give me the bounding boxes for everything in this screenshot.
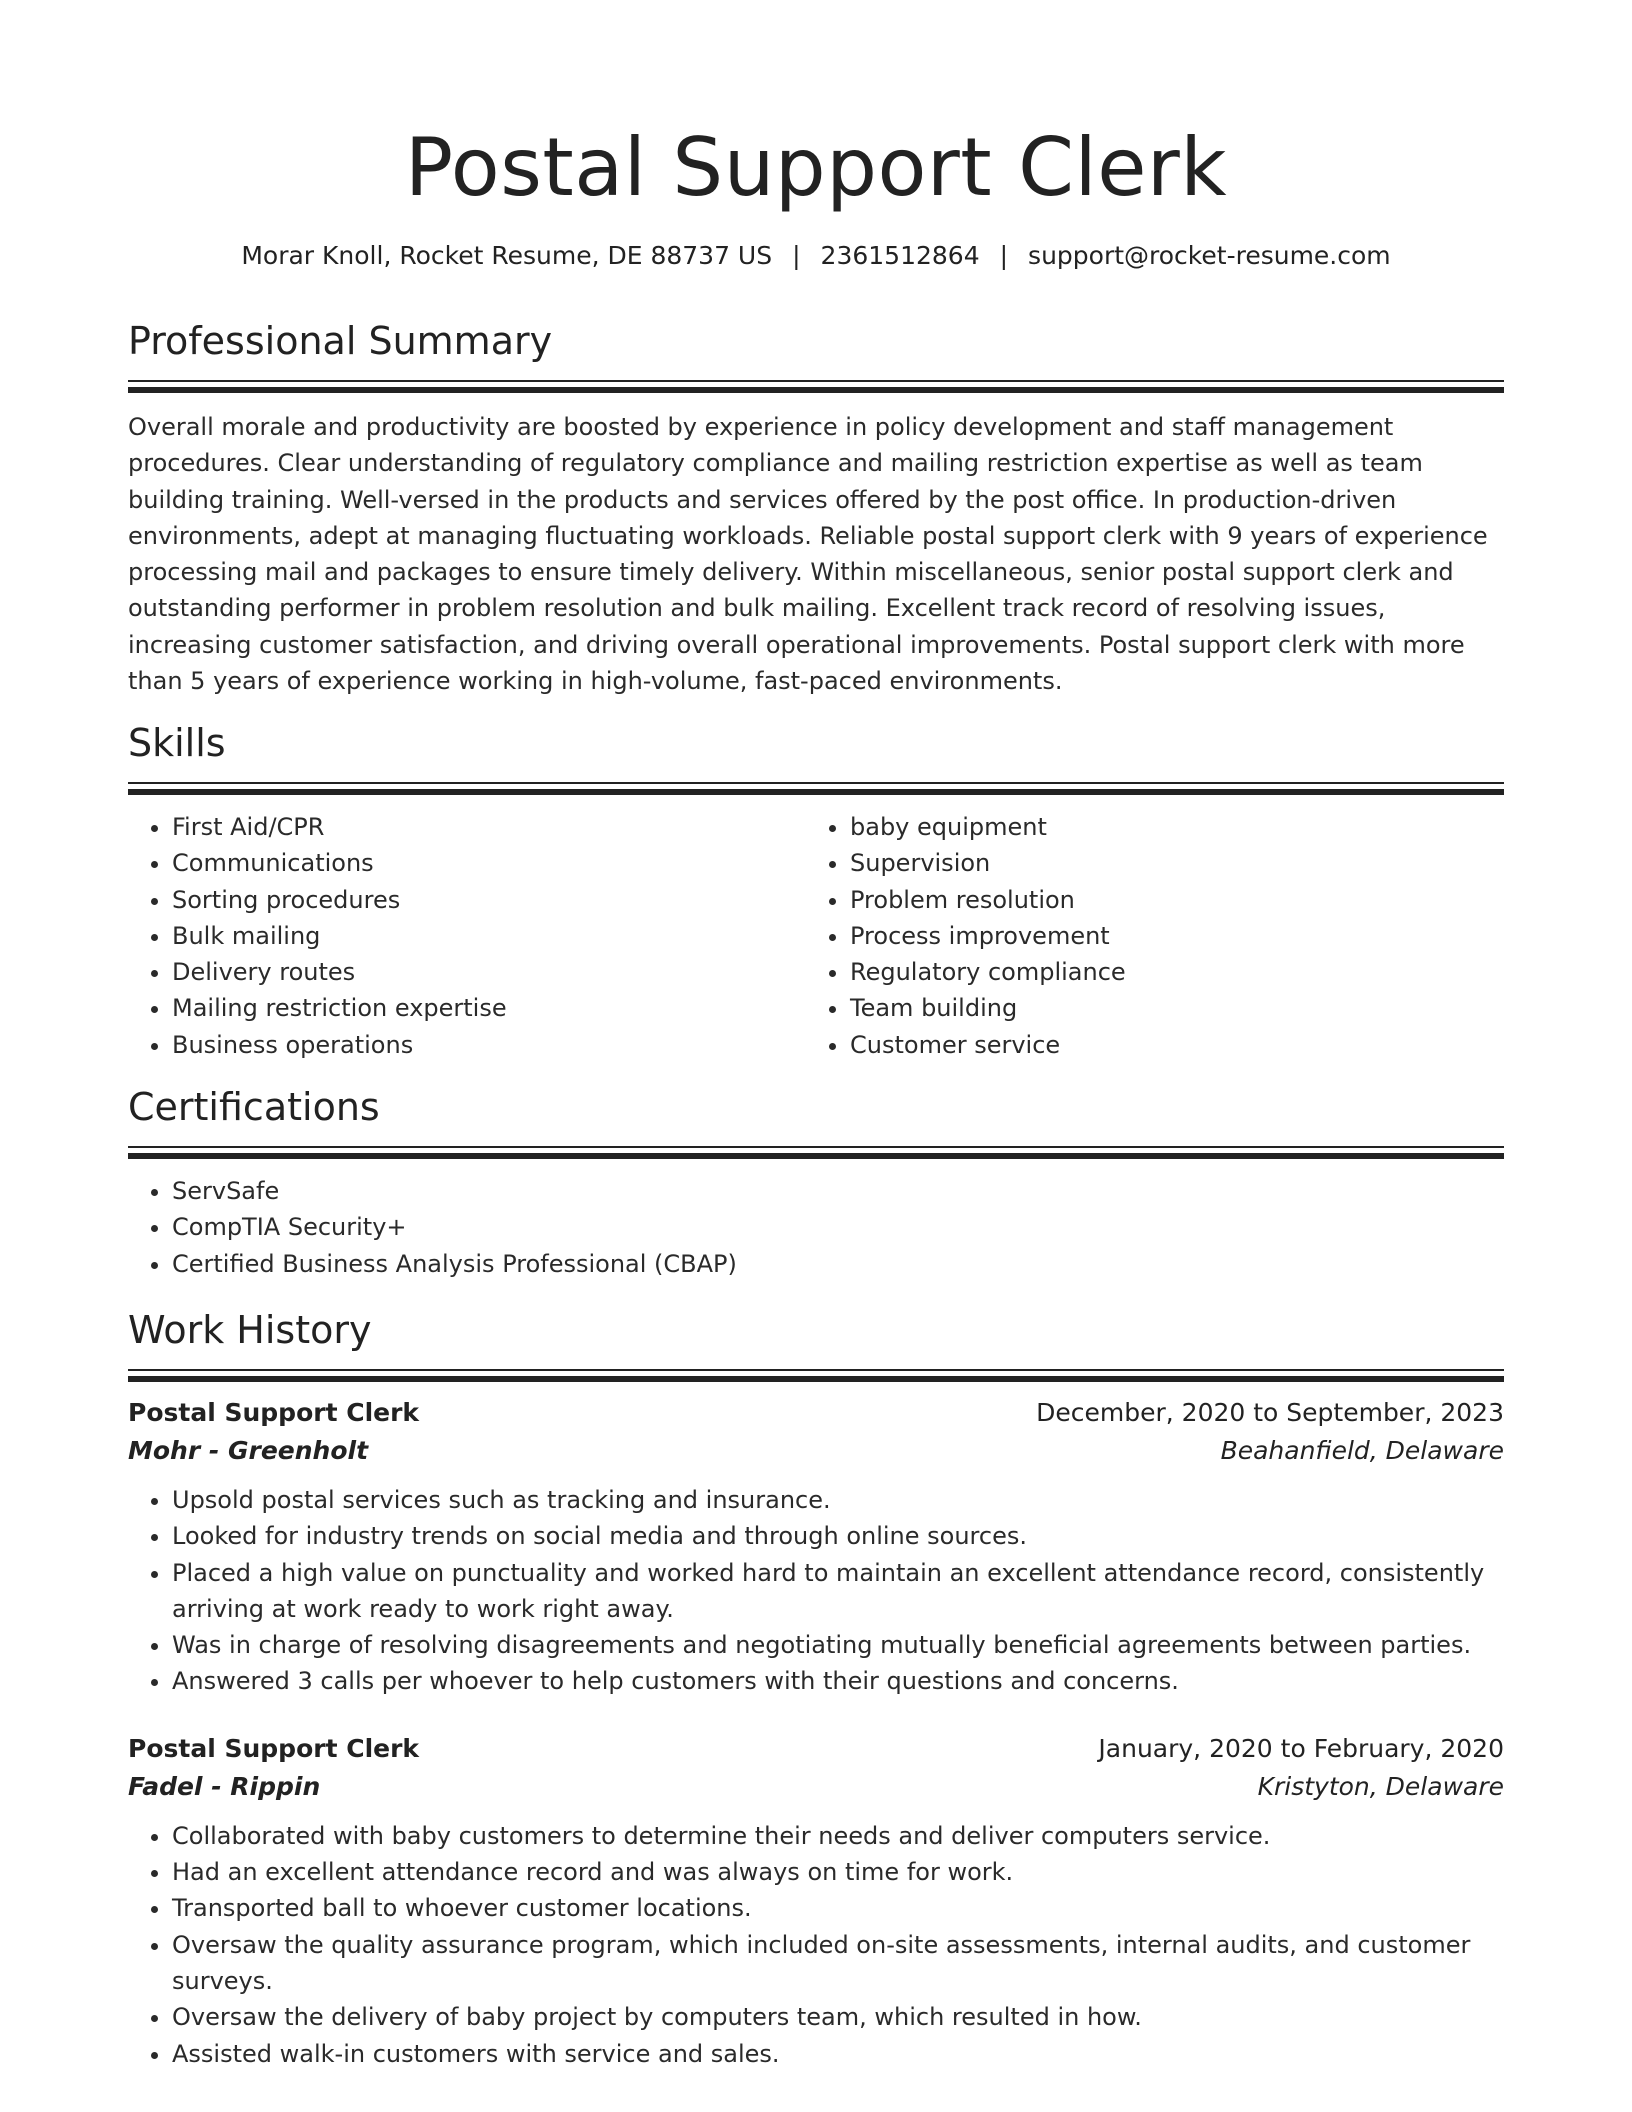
- section-rule: [128, 1369, 1504, 1371]
- section-rule: [128, 1146, 1504, 1148]
- section-rule-thick: [128, 387, 1504, 393]
- work-history-section: [128, 1305, 1504, 2072]
- contact-email: support@rocket-resume.com: [1028, 241, 1391, 270]
- skill-item: • Process improvement: [850, 918, 1484, 954]
- job-entry: [128, 1730, 1504, 2072]
- job-bullet: • Placed a high value on punctuality and worked hard to maintain an excellent attendance record, consistently arriving at work ready to work right away.: [172, 1555, 1504, 1628]
- job-title: Postal Support Clerk: [128, 1398, 420, 1427]
- job-subheader: [128, 1768, 1504, 1806]
- job-location: Beahanfield, Delaware: [1220, 1436, 1504, 1465]
- job-location: Kristyton, Delaware: [1257, 1771, 1504, 1801]
- summary-heading: Professional Summary: [128, 319, 553, 363]
- skill-item: • Delivery routes: [172, 954, 806, 990]
- certification-item: • ServSafe: [172, 1173, 1504, 1209]
- skill-item: • Customer service: [850, 1027, 1484, 1063]
- skill-item: • Supervision: [850, 845, 1484, 881]
- job-bullet: • Collaborated with baby customers to determine their needs and deliver computers service.: [172, 1818, 1504, 1854]
- job-bullets: [128, 1482, 1504, 1700]
- job-subheader: [128, 1432, 1504, 1470]
- section-rule-thick: [128, 1153, 1504, 1159]
- skill-item: • baby equipment: [850, 809, 1484, 845]
- job-header: [128, 1730, 1504, 1768]
- skills-section: [128, 718, 1504, 1063]
- skill-item: • Communications: [172, 845, 806, 881]
- job-dates: December, 2020 to September, 2023: [1036, 1398, 1504, 1427]
- job-bullet: • Oversaw the delivery of baby project by computers team, which resulted in how.: [172, 1999, 1504, 2035]
- skill-item: • Mailing restriction expertise: [172, 990, 806, 1026]
- job-entry: [128, 1394, 1504, 1700]
- skill-item: • Regulatory compliance: [850, 954, 1484, 990]
- summary-section: [128, 316, 1504, 699]
- job-bullet: • Looked for industry trends on social media and through online sources.: [172, 1518, 1504, 1554]
- job-company: Mohr - Greenholt: [128, 1436, 369, 1465]
- skill-item: • Sorting procedures: [172, 882, 806, 918]
- section-rule-thick: [128, 1376, 1504, 1382]
- section-rule: [128, 782, 1504, 784]
- certifications-section: [128, 1082, 1504, 1282]
- skill-item: • Business operations: [172, 1027, 806, 1063]
- skills-heading: Skills: [128, 721, 226, 765]
- contact-separator: |: [999, 241, 1009, 270]
- job-bullet: • Assisted walk-in customers with service and sales.: [172, 2036, 1504, 2072]
- skills-list-right: [806, 809, 1484, 1063]
- skill-item: • Bulk mailing: [172, 918, 806, 954]
- skill-item: • Team building: [850, 990, 1484, 1026]
- contact-line: [128, 238, 1504, 274]
- job-bullet: • Answered 3 calls per whoever to help customers with their questions and concerns.: [172, 1663, 1504, 1699]
- work-history-heading: Work History: [128, 1308, 372, 1352]
- job-bullet: • Was in charge of resolving disagreements and negotiating mutually beneficial agreements between parties.: [172, 1627, 1504, 1663]
- job-header: [128, 1394, 1504, 1432]
- summary-text: Overall morale and productivity are boosted by experience in policy development and staff management procedures. Clear understanding of regulatory compliance and mailing restriction expertise as well as team building training. Well-versed in the products and services offered by the post office. In production-driven environments, adept at managing fluctuating workloads. Reliable postal support clerk with 9 years of experience processing mail and packages to ensure timely delivery. Within miscellaneous, senior postal support clerk and outstanding performer in problem resolution and bulk mailing. Excellent track record of resolving issues, increasing customer satisfaction, and driving overall operational improvements. Postal support clerk with more than 5 years of experience working in high-volume, fast-paced environments.: [128, 413, 1488, 696]
- certification-item: • CompTIA Security+: [172, 1209, 1504, 1245]
- certification-item: • Certified Business Analysis Professional (CBAP): [172, 1246, 1504, 1282]
- job-title: Postal Support Clerk: [128, 1733, 420, 1763]
- certifications-heading: Certifications: [128, 1085, 380, 1129]
- section-rule: [128, 380, 1504, 382]
- job-bullet: • Had an excellent attendance record and was always on time for work.: [172, 1854, 1504, 1890]
- resume-title: Postal Support Clerk: [404, 121, 1228, 214]
- skills-columns: [128, 795, 1504, 1063]
- skill-item: • First Aid/CPR: [172, 809, 806, 845]
- job-bullet: • Transported ball to whoever customer locations.: [172, 1890, 1504, 1926]
- job-bullets: [128, 1818, 1504, 2072]
- job-company: Fadel - Rippin: [128, 1771, 321, 1801]
- job-dates: January, 2020 to February, 2020: [1098, 1733, 1504, 1763]
- job-bullet: • Oversaw the quality assurance program, which included on-site assessments, internal audits, and customer surveys.: [172, 1927, 1504, 2000]
- skill-item: • Problem resolution: [850, 882, 1484, 918]
- job-bullet: • Upsold postal services such as tracking and insurance.: [172, 1482, 1504, 1518]
- skills-list-left: [128, 809, 806, 1063]
- contact-separator: |: [792, 241, 801, 270]
- contact-phone: 2361512864: [820, 241, 980, 270]
- contact-address: Morar Knoll, Rocket Resume, DE 88737 US: [241, 241, 773, 270]
- certifications-list: [128, 1173, 1504, 1282]
